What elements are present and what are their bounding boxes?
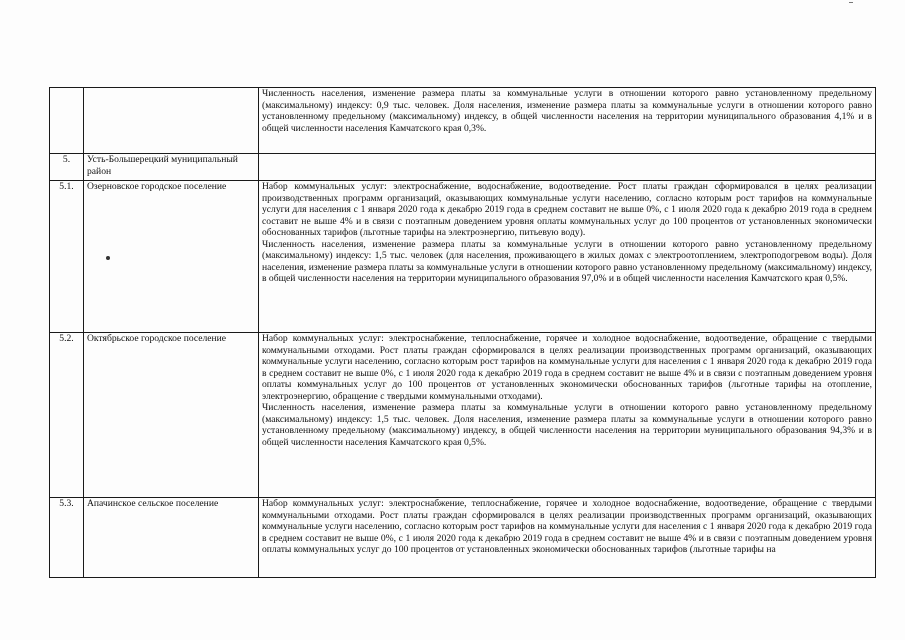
description-paragraph: Набор коммунальных услуг: электроснабжение, теплоснабжение, горячее и холодное водоснабжение, водоотведение, обращение с твердыми коммунальными отходами. Рост платы граждан сформировался в целях реализации производственных программ организаций, оказывающих коммунальные услуги населению, согласно которым рост тарифов на коммунальные услуги для населения с 1 января 2020 года к декабрю 2019 года в среднем составит не выше 0%, с 1 июля 2020 года к декабрю 2019 года в среднем составит не выше 4% и в связи с поэтапным доведением уровня оплаты коммунальных услуг до 100 процентов от установленных экономически обоснованных тарифов (льготные тарифы на отопление, электроэнергию, обращение с твердыми коммунальными отходами). — [262, 333, 872, 402]
municipality-name: Апачинское сельское поселение — [84, 498, 259, 578]
municipality-name — [84, 88, 259, 154]
municipality-name: Октябрьское городское поселение — [84, 333, 259, 498]
table-row — [50, 154, 876, 181]
description-paragraph: Набор коммунальных услуг: электроснабжение, теплоснабжение, горячее и холодное водоснабжение, водоотведение, обращение с твердыми коммунальными отходами. Рост платы граждан сформировался в целях реализации производственных программ организаций, оказывающих коммунальные услуги населению, согласно которым рост тарифов на коммунальные услуги для населения с 1 января 2020 года к декабрю 2019 года в среднем составит не выше 0%, с 1 июля 2020 года к декабрю 2019 года в среднем составит не выше 4% и в связи с поэтапным доведением уровня оплаты коммунальных услуг до 100 процентов от установленных экономически обоснованных тарифов (льготные тарифы на — [262, 498, 872, 555]
row-number: 5.1. — [50, 181, 84, 333]
tariff-table — [49, 87, 876, 578]
row-number: 5. — [50, 154, 84, 181]
scan-mark — [849, 2, 853, 3]
row-description — [259, 181, 876, 333]
table-row — [50, 88, 876, 154]
table-row — [50, 498, 876, 578]
row-number: 5.2. — [50, 333, 84, 498]
row-number — [50, 88, 84, 154]
row-description — [259, 88, 876, 154]
table-row — [50, 181, 876, 333]
description-paragraph: Численность населения, изменение размера платы за коммунальные услуги в отношении которого равно установленному предельному (максимальному) индексу: 0,9 тыс. человек. Доля населения, изменение размера платы за коммунальные услуги в отношении которого равно установленному предельному (максимальному) индексу, в общей численности населения на территории муниципального образования 4,1% и в общей численности населения Камчатского края 0,3%. — [262, 88, 872, 134]
description-paragraph: Численность населения, изменение размера платы за коммунальные услуги в отношении которого равно установленному предельному (максимальному) индексу: 1,5 тыс. человек. Доля населения, изменение размера платы за коммунальные услуги в отношении которого равно установленному предельному (максимальному) индексу, в общей численности населения на территории муниципального образования 94,3% и в общей численности населения Камчатского края 0,5%. — [262, 402, 872, 448]
row-description — [259, 498, 876, 578]
description-paragraph: Набор коммунальных услуг: электроснабжение, водоснабжение, водоотведение. Рост платы граждан сформировался в целях реализации производственных программ организаций, оказывающих коммунальные услуги населению, согласно которым рост тарифов на коммунальные услуги для населения с 1 января 2020 года к декабрю 2019 года в среднем составит не выше 0%, с 1 июля 2020 года к декабрю 2019 года в среднем составит не выше 4% и в связи с поэтапным доведением уровня оплаты коммунальных услуг до 100 процентов от установленных экономически обоснованных тарифов (льготные тарифы на электроэнергию, питьевую воду). — [262, 181, 872, 238]
description-paragraph: Численность населения, изменение размера платы за коммунальные услуги в отношении которого равно установленному предельному (максимальному) индексу: 1,5 тыс. человек (для населения, проживающего в жилых домах с электроотоплением, электроподогревом воды). Доля населения, изменение размера платы за коммунальные услуги в отношении которого равно установленному предельному (максимальному) индексу, в общей численности населения на территории муниципального образования 97,0% и в общей численности населения Камчатского края 0,5%. — [262, 238, 872, 284]
row-number: 5.3. — [50, 498, 84, 578]
row-description — [259, 154, 876, 181]
table-row — [50, 333, 876, 498]
municipality-name: Озерновское городское поселение — [84, 181, 259, 333]
row-description — [259, 333, 876, 498]
municipality-name: Усть-Большерецкий муниципальный район — [84, 154, 259, 181]
